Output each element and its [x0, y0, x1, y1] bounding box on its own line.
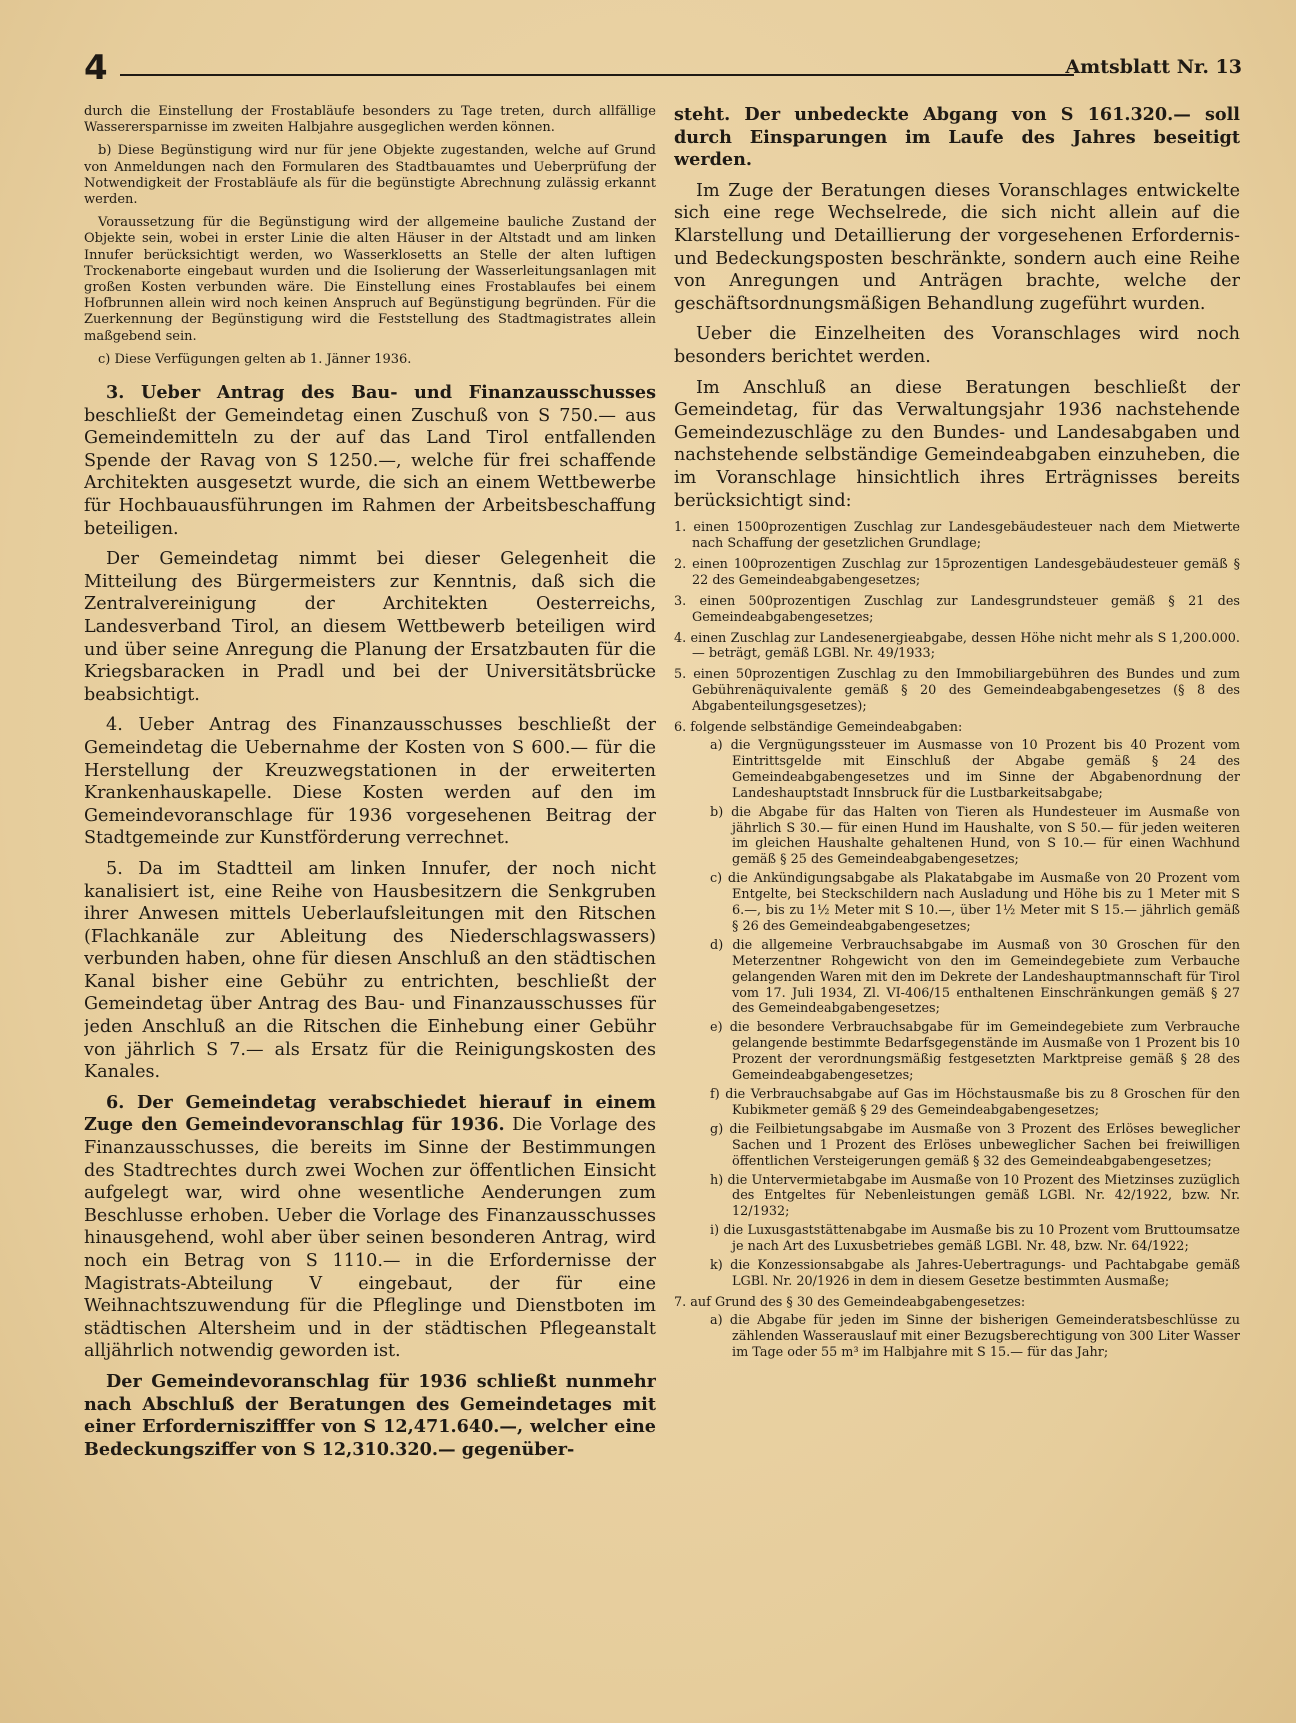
list-item: 3. einen 500prozentigen Zuschlag zur Landesgrundsteuer gemäß § 21 des Gemeindeabgabengesetzes;: [674, 593, 1240, 625]
sub-list-item: a) die Vergnügungssteuer im Ausmasse von 10 Prozent bis 40 Prozent vom Eintrittsgelde mit Einschluß der Abgabe gemäß § 24 des Gemeindeabgabengesetzes und im Sinne der Abgabenordnung der Landeshauptstadt Innsbruck für die Lustbarkeitsabgabe;: [710, 737, 1240, 801]
list-item: 4. einen Zuschlag zur Landesenergieabgabe, dessen Höhe nicht mehr als S 1,200.000.— beträgt, gemäß LGBl. Nr. 49/1933;: [674, 630, 1240, 662]
paragraph: Der Gemeindevoranschlag für 1936 schließt nunmehr nach Abschluß der Beratungen des Gemeindetages mit einer Erforderniszifffer von S 12,471.640.—, welcher eine Bedeckungsziffer von S 12,310.320.— gegenüber-: [84, 1370, 656, 1460]
sub-list-item: k) die Konzessionsabgabe als Jahres-Uebertragungs- und Pachtabgabe gemäß LGBl. Nr. 20/1926 in dem in diesem Gesetze bestimmten Ausmaße;: [710, 1258, 1240, 1289]
paragraph: 6. Der Gemeindetag verabschiedet hierauf in einem Zuge den Gemeindevoranschlag für 1936. Die Vorlage des Finanzausschusses, die bereits im Sinne der Bestimmungen des Stadtrechtes durch zwei Wochen zur öffentlichen Einsicht aufgelegt war, wird ohne wesentliche Aenderungen zum Beschlusse erhoben. Ueber die Vorlage des Finanzausschusses hinausgehend, wohl aber über seinen besonderen Antrag, wird noch ein Betrag von S 1110.— in die Erfordernisse der Magistrats-Abteilung V eingebaut, der für eine Weihnachtszuwendung für die Pfleglinge und Dienstboten im städtischen Altersheim und in der städtischen Pflegeanstalt alljährlich notwendig geworden ist.: [84, 1091, 656, 1362]
paragraph: c) Diese Verfügungen gelten ab 1. Jänner 1936.: [98, 351, 412, 367]
sub-list: [692, 738, 1240, 1290]
paragraph: 5. Da im Stadtteil am linken Innufer, der noch nicht kanalisiert ist, eine Reihe von Hausbesitzern die Senkgruben ihrer Anwesen mittels Ueberlaufsleitungen mit den Ritschen (Flachkanäle zur Ableitung des Niederschlagswassers) verbunden haben, ohne für diesen Anschluß an den städtischen Kanal bisher eine Gebühr zu entrichten, beschließt der Gemeindetag über Antrag des Bau- und Finanzausschusses für jeden Anschluß an die Ritschen die Einhebung einer Gebühr von jährlich S 7.— als Ersatz für die Reinigungskosten des Kanales.: [84, 858, 656, 1083]
sub-list-item: g) die Feilbietungsabgabe im Ausmaße von 3 Prozent des Erlöses beweglicher Sachen und 1 Prozent des Erlöses unbeweglicher Sachen bei freiwilligen öffentlichen Versteigerungen gemäß § 32 des Gemeindeabgabengesetzes;: [710, 1121, 1240, 1169]
paragraph: Im Zuge der Beratungen dieses Voranschlages entwickelte sich eine rege Wechselrede, die sich nicht allein auf die Klarstellung und Detaillierung der vorgesehenen Erfordernis- und Bedeckungsposten beschränkte, sondern auch eine Reihe von Anregungen und Anträgen brachte, welche der geschäftsordnungsmäßigen Behandlung zugeführt wurden.: [674, 180, 1240, 314]
levy-list: [674, 520, 1240, 1360]
list-item: 1. einen 1500prozentigen Zuschlag zur Landesgebäudesteuer nach dem Mietwerte nach Schaffung der gesetzlichen Grundlage;: [674, 520, 1240, 551]
list-item: 6. folgende selbständige Gemeindeabgaben: a) die Vergnügungssteuer im Ausmasse von 10 Prozent bis 40 Prozent vom Eintrittsgelde mit Einschluß der Abgabe gemäß § 24 des Gemeindeabgabengesetzes und im Sinne der Abgabenordnung der Landeshauptstadt Innsbruck für die Lustbarkeitsabgabe; b) die Abgabe für das Halten von Tieren als Hundesteuer im Ausmaße von jährlich S 30.— für einen Hund im Haushalte, von S 50.— für jeden weiteren im gleichen Haushalte gehaltenen Hund, von S 10.— für einen Wachhund gemäß § 25 des Gemeindeabgabengesetzes; c) die Ankündigungsabgabe als Plakatabgabe im Ausmaße von 20 Prozent vom Entgelte, bei Steckschildern nach Ausladung und Höhe bis zu 1 Meter mit S 6.—, bis zu 1½ Meter mit S 10.—, über 1½ Meter mit S 15.— jährlich gemäß § 26 des Gemeindeabgabengesetzes; d) die allgemeine Verbrauchsabgabe im Ausmaß von 30 Groschen für den Meterzentner Rohgewicht von den im Gemeindegebiete zum Verbauche gelangenden Waren mit den im Dekrete der Landeshauptmannschaft für Tirol vom 17. Juli 1934, Zl. VI-406/15 enthaltenen Einschränkungen gemäß § 27 des Gemeindeabgabengesetzes; e) die besondere Verbrauchsabgabe für im Gemeindegebiete zum Verbrauche gelangende bestimmte Bedarfsgegenstände im Ausmaße von 1 Prozent bis 10 Prozent der verordnungsmäßig festgesetzten Marktpreise gemäß § 28 des Gemeindeabgabengesetzes; f) die Verbrauchsabgabe auf Gas im Höchstausmaße bis zu 8 Groschen für den Kubikmeter gemäß § 29 des Gemeindeabgabengesetzes; g) die Feilbietungsabgabe im Ausmaße von 3 Prozent des Erlöses beweglicher Sachen und 1 Prozent des Erlöses unbeweglicher Sachen bei freiwilligen öffentlichen Versteigerungen gemäß § 32 des Gemeindeabgabengesetzes; h) die Untervermietabgabe im Ausmaße von 10 Prozent des Mietzinses zuzüglich des Entgeltes für Nebenleistungen gemäß LGBl. Nr. 42/1922, bzw. Nr. 12/1932; i) die Luxusgaststättenabgabe im Ausmaße bis zu 10 Prozent vom Bruttoumsatze je nach Art des Luxusbetriebes gemäß LGBl. Nr. 48, bzw. Nr. 64/1922; k) die Konzessionsabgabe als Jahres-Uebertragungs- und Pachtabgabe gemäß LGBl. Nr. 20/1926 in dem in diesem Gesetze bestimmten Ausmaße;: [674, 720, 1240, 1289]
paragraph: Ueber die Einzelheiten des Voranschlages wird noch besonders berichtet werden.: [674, 324, 1240, 367]
list-item: 5. einen 50prozentigen Zuschlag zu den Immobiliargebühren des Bundes und zum Gebührenäquivalente gemäß § 20 des Gemeindeabgabengesetzes (§ 8 des Abgabenteilungsgesetzes);: [674, 667, 1240, 715]
paragraph: 4. Ueber Antrag des Finanzausschusses beschließt der Gemeindetag die Uebernahme der Kosten von S 600.— für die Herstellung der Kreuzwegstationen in der erweiterten Krankenhauskapelle. Diese Kosten werden auf den im Gemeindevoranschlage für 1936 vorgesehenen Beitrag der Stadtgemeinde zur Kunstförderung verrechnet.: [84, 715, 656, 849]
page-header: [84, 48, 1242, 88]
paragraph: durch die Einstellung der Frostabläufe besonders zu Tage treten, durch allfällige Wasserersparnisse im zweiten Halbjahre ausgeglichen werden können.: [84, 104, 656, 136]
paragraph: steht. Der unbedeckte Abgang von S 161.320.— soll durch Einsparungen im Laufe des Jahres beseitigt werden.: [674, 104, 1240, 171]
sub-list-item: c) die Ankündigungsabgabe als Plakatabgabe im Ausmaße von 20 Prozent vom Entgelte, bei Steckschildern nach Ausladung und Höhe bis zu 1 Meter mit S 6.—, bis zu 1½ Meter mit S 10.—, über 1½ Meter mit S 15.— jährlich gemäß § 26 des Gemeindeabgabengesetzes;: [710, 871, 1240, 934]
list-item: 2. einen 100prozentigen Zuschlag zur 15prozentigen Landesgebäudesteuer gemäß § 22 des Gemeindeabgabengesetzes;: [674, 556, 1240, 588]
paragraph: 3. Ueber Antrag des Bau- und Finanzausschusses beschließt der Gemeindetag einen Zuschuß von S 750.— aus Gemeindemitteln zu der auf das Land Tirol entfallenden Spende der Ravag von S 1250.—, welche für frei schaffende Architekten ausgesetzt wurde, die sich an einem Wettbewerbe für Hochbauausführungen im Rahmen der Arbeitsbeschaffung beteiligen.: [84, 382, 656, 539]
paragraph: Voraussetzung für die Begünstigung wird der allgemeine bauliche Zustand der Objekte sein, wobei in erster Linie die alten Häuser in der Altstadt und am linken Innufer berücksichtigt werden, wo Wasserklosetts an Stelle der alten luftigen Trockenaborte eingebaut wurden und die Isolierung der Wasserleitungsanlagen mit großen Kosten verbunden wäre. Die Einstellung eines Frostablaufes bei einem Hofbrunnen allein wird noch keinen Anspruch auf Begünstigung begründen. Für die Zuerkennung der Begünstigung wird die Feststellung des Stadtmagistrates allein maßgebend sein.: [84, 215, 656, 344]
paragraph: Im Anschluß an diese Beratungen beschließt der Gemeindetag, für das Verwaltungsjahr 1936 nachstehende Gemeindezuschläge zu den Bundes- und Landesabgaben und nachstehende selbständige Gemeindeabgaben einzuheben, die im Voranschlage hinsichtlich ihres Erträgnisses bereits berücksichtigt sind:: [674, 377, 1240, 511]
paragraph: b) Diese Begünstigung wird nur für jene Objekte zugestanden, welche auf Grund von Anmeldungen nach den Formularen des Stadtbauamtes und Ueberprüfung der Notwendigkeit der Frostabläufe als für die begünstigte Abrechnung zulässig erkannt werden.: [84, 143, 656, 208]
list-item: 7. auf Grund des § 30 des Gemeindeabgabengesetzes: a) die Abgabe für jeden im Sinne der bisherigen Gemeinderatsbeschlüsse zu zählenden Wasserauslauf mit einer Bezugsberechtigung von 300 Liter Wasser im Tage oder 55 m³ im Halbjahre mit S 15.— für das Jahr;: [674, 1294, 1240, 1360]
publication-title: Amtsblatt Nr. 13: [1065, 56, 1242, 78]
sub-list: [692, 1313, 1240, 1361]
sub-list-item: e) die besondere Verbrauchsabgabe für im Gemeindegebiete zum Verbrauche gelangende bestimmte Bedarfsgegenstände im Ausmaße von 1 Prozent bis 10 Prozent der verordnungsmäßig festgesetzten Marktpreise gemäß § 28 des Gemeindeabgabengesetzes;: [710, 1020, 1240, 1084]
sub-list-item: f) die Verbrauchsabgabe auf Gas im Höchstausmaße bis zu 8 Groschen für den Kubikmeter gemäß § 29 des Gemeindeabgabengesetzes;: [710, 1087, 1240, 1118]
sub-list-item: a) die Abgabe für jeden im Sinne der bisherigen Gemeinderatsbeschlüsse zu zählenden Wasserauslauf mit einer Bezugsberechtigung von 300 Liter Wasser im Tage oder 55 m³ im Halbjahre mit S 15.— für das Jahr;: [710, 1312, 1240, 1360]
sub-list-item: i) die Luxusgaststättenabgabe im Ausmaße bis zu 10 Prozent vom Bruttoumsatze je nach Art des Luxusbetriebes gemäß LGBl. Nr. 48, bzw. Nr. 64/1922;: [710, 1223, 1240, 1255]
paragraph: Der Gemeindetag nimmt bei dieser Gelegenheit die Mitteilung des Bürgermeisters zur Kenntnis, daß sich die Zentralvereinigung der Architekten Oesterreichs, Landesverband Tirol, an diesem Wettbewerb beteiligen wird und über seine Anregung die Planung der Ersatzbauten für die Kriegsbaracken in Pradl und bei der Universitätsbrücke beabsichtigt.: [84, 549, 656, 705]
left-column: [84, 104, 656, 1644]
page-number: 4: [84, 48, 108, 88]
right-column: [674, 104, 1240, 1644]
sub-list-item: d) die allgemeine Verbrauchsabgabe im Ausmaß von 30 Groschen für den Meterzentner Rohgewicht von den im Gemeindegebiete zum Verbauche gelangenden Waren mit den im Dekrete der Landeshauptmannschaft für Tirol vom 17. Juli 1934, Zl. VI-406/15 enthaltenen Einschränkungen gemäß § 27 des Gemeindeabgabengesetzes;: [710, 937, 1240, 1017]
header-rule: [120, 74, 1074, 76]
sub-list-item: b) die Abgabe für das Halten von Tieren als Hundesteuer im Ausmaße von jährlich S 30.— für einen Hund im Haushalte, von S 50.— für jeden weiteren im gleichen Haushalte gehaltenen Hund, von S 10.— für einen Wachhund gemäß § 25 des Gemeindeabgabengesetzes;: [710, 804, 1240, 868]
sub-list-item: h) die Untervermietabgabe im Ausmaße von 10 Prozent des Mietzinses zuzüglich des Entgeltes für Nebenleistungen gemäß LGBl. Nr. 42/1922, bzw. Nr. 12/1932;: [710, 1172, 1240, 1220]
